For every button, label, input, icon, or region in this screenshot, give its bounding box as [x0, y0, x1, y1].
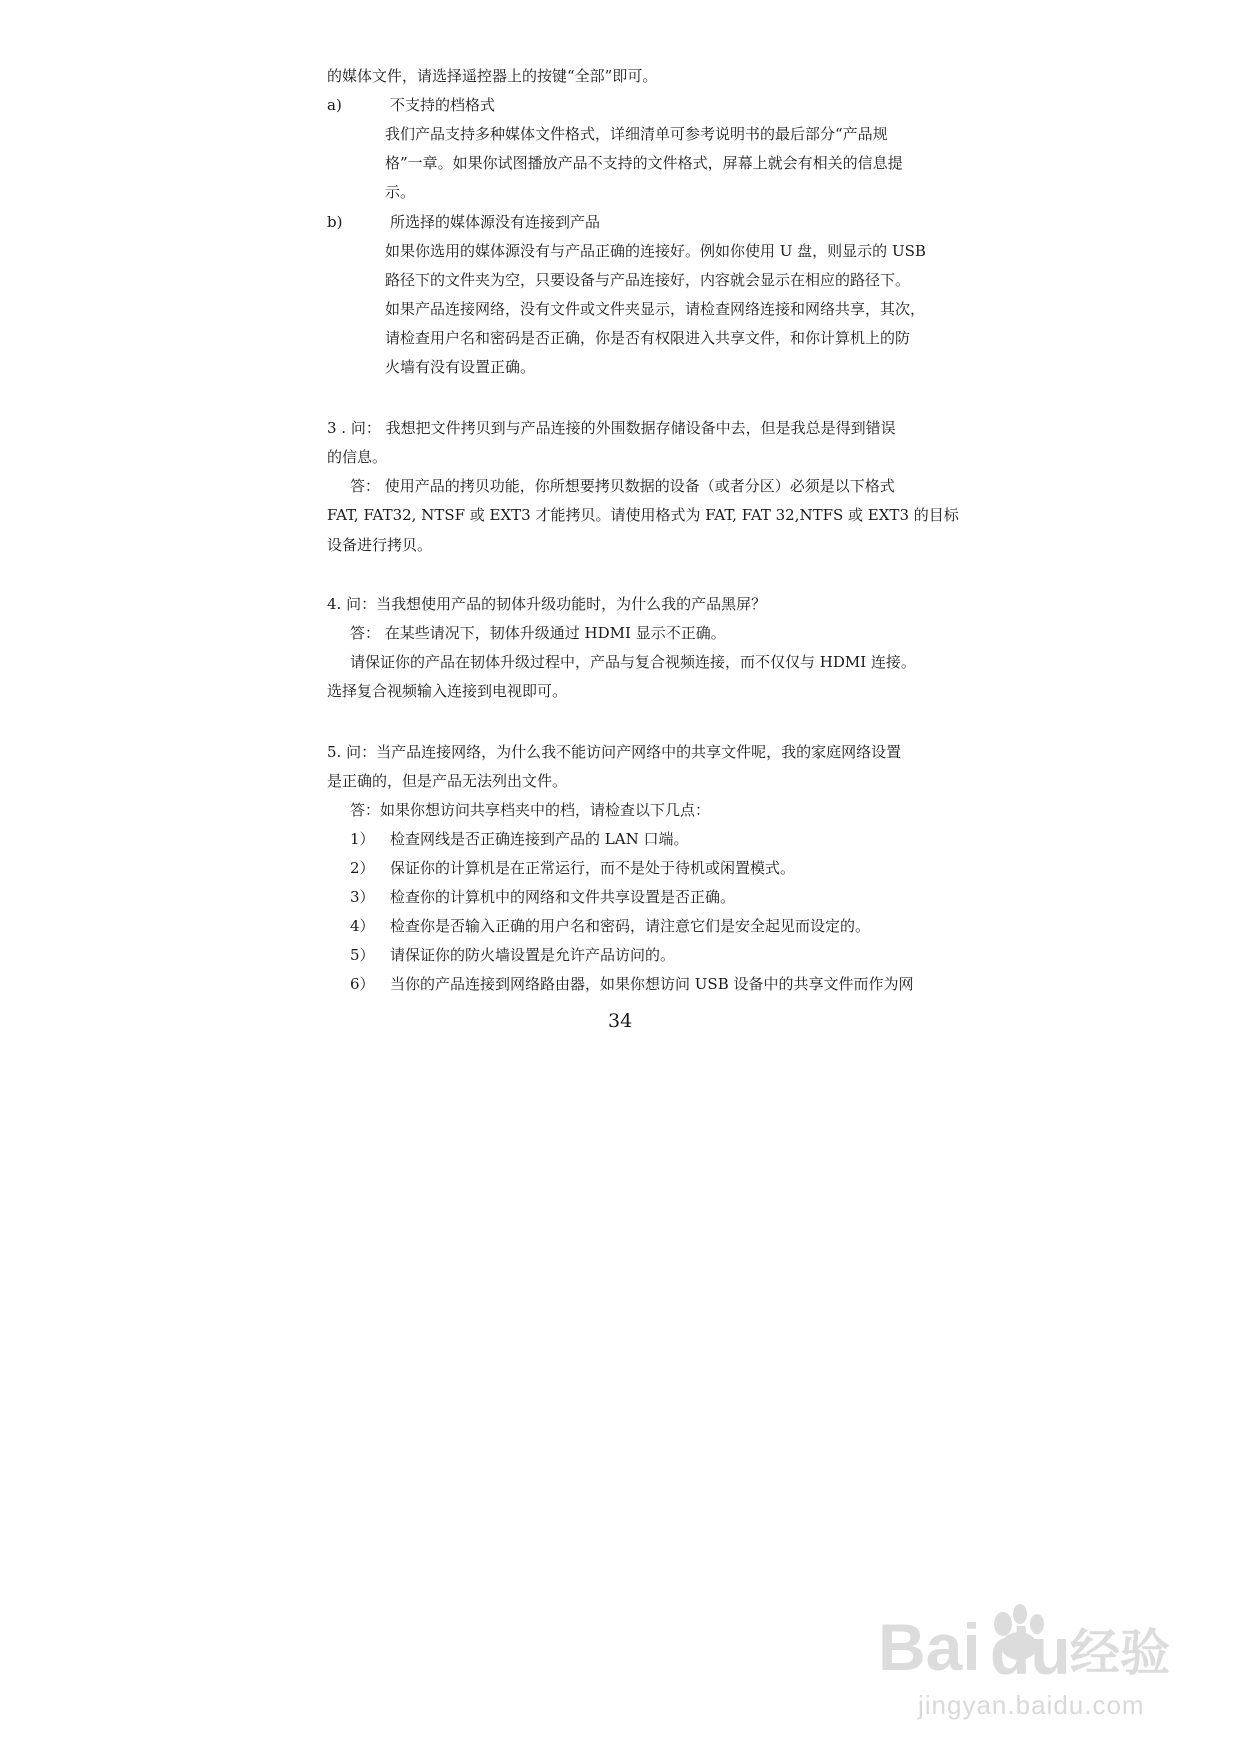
- section-heading: 所选择的媒体源没有连接到产品: [390, 213, 601, 231]
- list-item: 检查你的计算机中的网络和文件共享设置是否正确。: [390, 888, 736, 906]
- list-item: 当你的产品连接到网络路由器，如果你想访问 USB 设备中的共享文件而作为网: [390, 975, 914, 993]
- watermark: [878, 1574, 1178, 1724]
- list-marker: 1）: [350, 830, 375, 848]
- section-heading: 不支持的档格式: [390, 96, 496, 114]
- text-line: 如果产品连接网络，没有文件或文件夹显示，请检查网络连接和网络共享，其次，: [385, 300, 926, 318]
- text-line: 路径下的文件夹为空，只要设备与产品连接好，内容就会显示在相应的路径下。: [385, 271, 911, 289]
- text-line: 请保证你的产品在韧体升级过程中，产品与复合视频连接，而不仅仅与 HDMI 连接。: [350, 653, 916, 671]
- answer-line: 答： 使用产品的拷贝功能，你所想要拷贝数据的设备（或者分区）必须是以下格式: [350, 477, 895, 495]
- page-number: 34: [608, 1010, 633, 1032]
- watermark-brand: Bai: [878, 1610, 981, 1684]
- text-line: 选择复合视频输入连接到电视即可。: [327, 682, 568, 700]
- list-marker: 4）: [350, 917, 375, 935]
- list-marker: 3）: [350, 888, 375, 906]
- text-line: 示。: [385, 183, 416, 201]
- list-marker: 6）: [350, 975, 375, 993]
- question-line: 5. 问：当产品连接网络，为什么我不能访问产网络中的共享文件呢，我的家庭网络设置: [327, 743, 902, 761]
- list-item: 保证你的计算机是在正常运行，而不是处于待机或闲置模式。: [390, 859, 796, 877]
- watermark-brand-suffix: du: [990, 1614, 1071, 1684]
- list-item: 检查你是否输入正确的用户名和密码，请注意它们是安全起见而设定的。: [390, 917, 871, 935]
- text-line: 火墙有没有设置正确。: [385, 358, 536, 376]
- watermark-url: jingyan.baidu.com: [918, 1690, 1145, 1720]
- list-item: 检查网线是否正确连接到产品的 LAN 口端。: [390, 830, 689, 848]
- list-marker: b): [327, 213, 343, 231]
- text-line: 我们产品支持多种媒体文件格式，详细清单可参考说明书的最后部分“产品规: [385, 125, 888, 143]
- list-marker: a): [327, 96, 342, 114]
- text-line: 请检查用户名和密码是否正确，你是否有权限进入共享文件，和你计算机上的防: [385, 329, 911, 347]
- text-line: 是正确的，但是产品无法列出文件。: [327, 772, 568, 790]
- text-line: 的媒体文件，请选择遥控器上的按键“全部”即可。: [327, 67, 658, 85]
- text-line: 设备进行拷贝。: [327, 536, 433, 554]
- watermark-brand-cn: 经验: [1070, 1624, 1170, 1682]
- text-line: 格”一章。如果你试图播放产品不支持的文件格式，屏幕上就会有相关的信息提: [385, 154, 903, 172]
- list-marker: 5）: [350, 946, 375, 964]
- list-marker: 2）: [350, 859, 375, 877]
- text-line: FAT, FAT32, NTSF 或 EXT3 才能拷贝。请使用格式为 FAT, FAT 32,NTFS 或 EXT3 的目标: [327, 506, 959, 524]
- question-line: 3 . 问： 我想把文件拷贝到与产品连接的外围数据存储设备中去，但是我总是得到错误: [327, 419, 896, 437]
- answer-line: 答：如果你想访问共享档夹中的档，请检查以下几点：: [350, 801, 711, 819]
- text-line: 如果你选用的媒体源没有与产品正确的连接好。例如你使用 U 盘，则显示的 USB: [385, 242, 926, 260]
- question-line: 4. 问：当我想使用产品的韧体升级功能时，为什么我的产品黑屏？: [327, 595, 767, 613]
- text-line: 的信息。: [327, 448, 388, 466]
- list-item: 请保证你的防火墙设置是允许产品访问的。: [390, 946, 676, 964]
- baidu-jingyan-logo: [878, 1604, 1178, 1684]
- answer-line: 答： 在某些请况下，韧体升级通过 HDMI 显示不正确。: [350, 624, 726, 642]
